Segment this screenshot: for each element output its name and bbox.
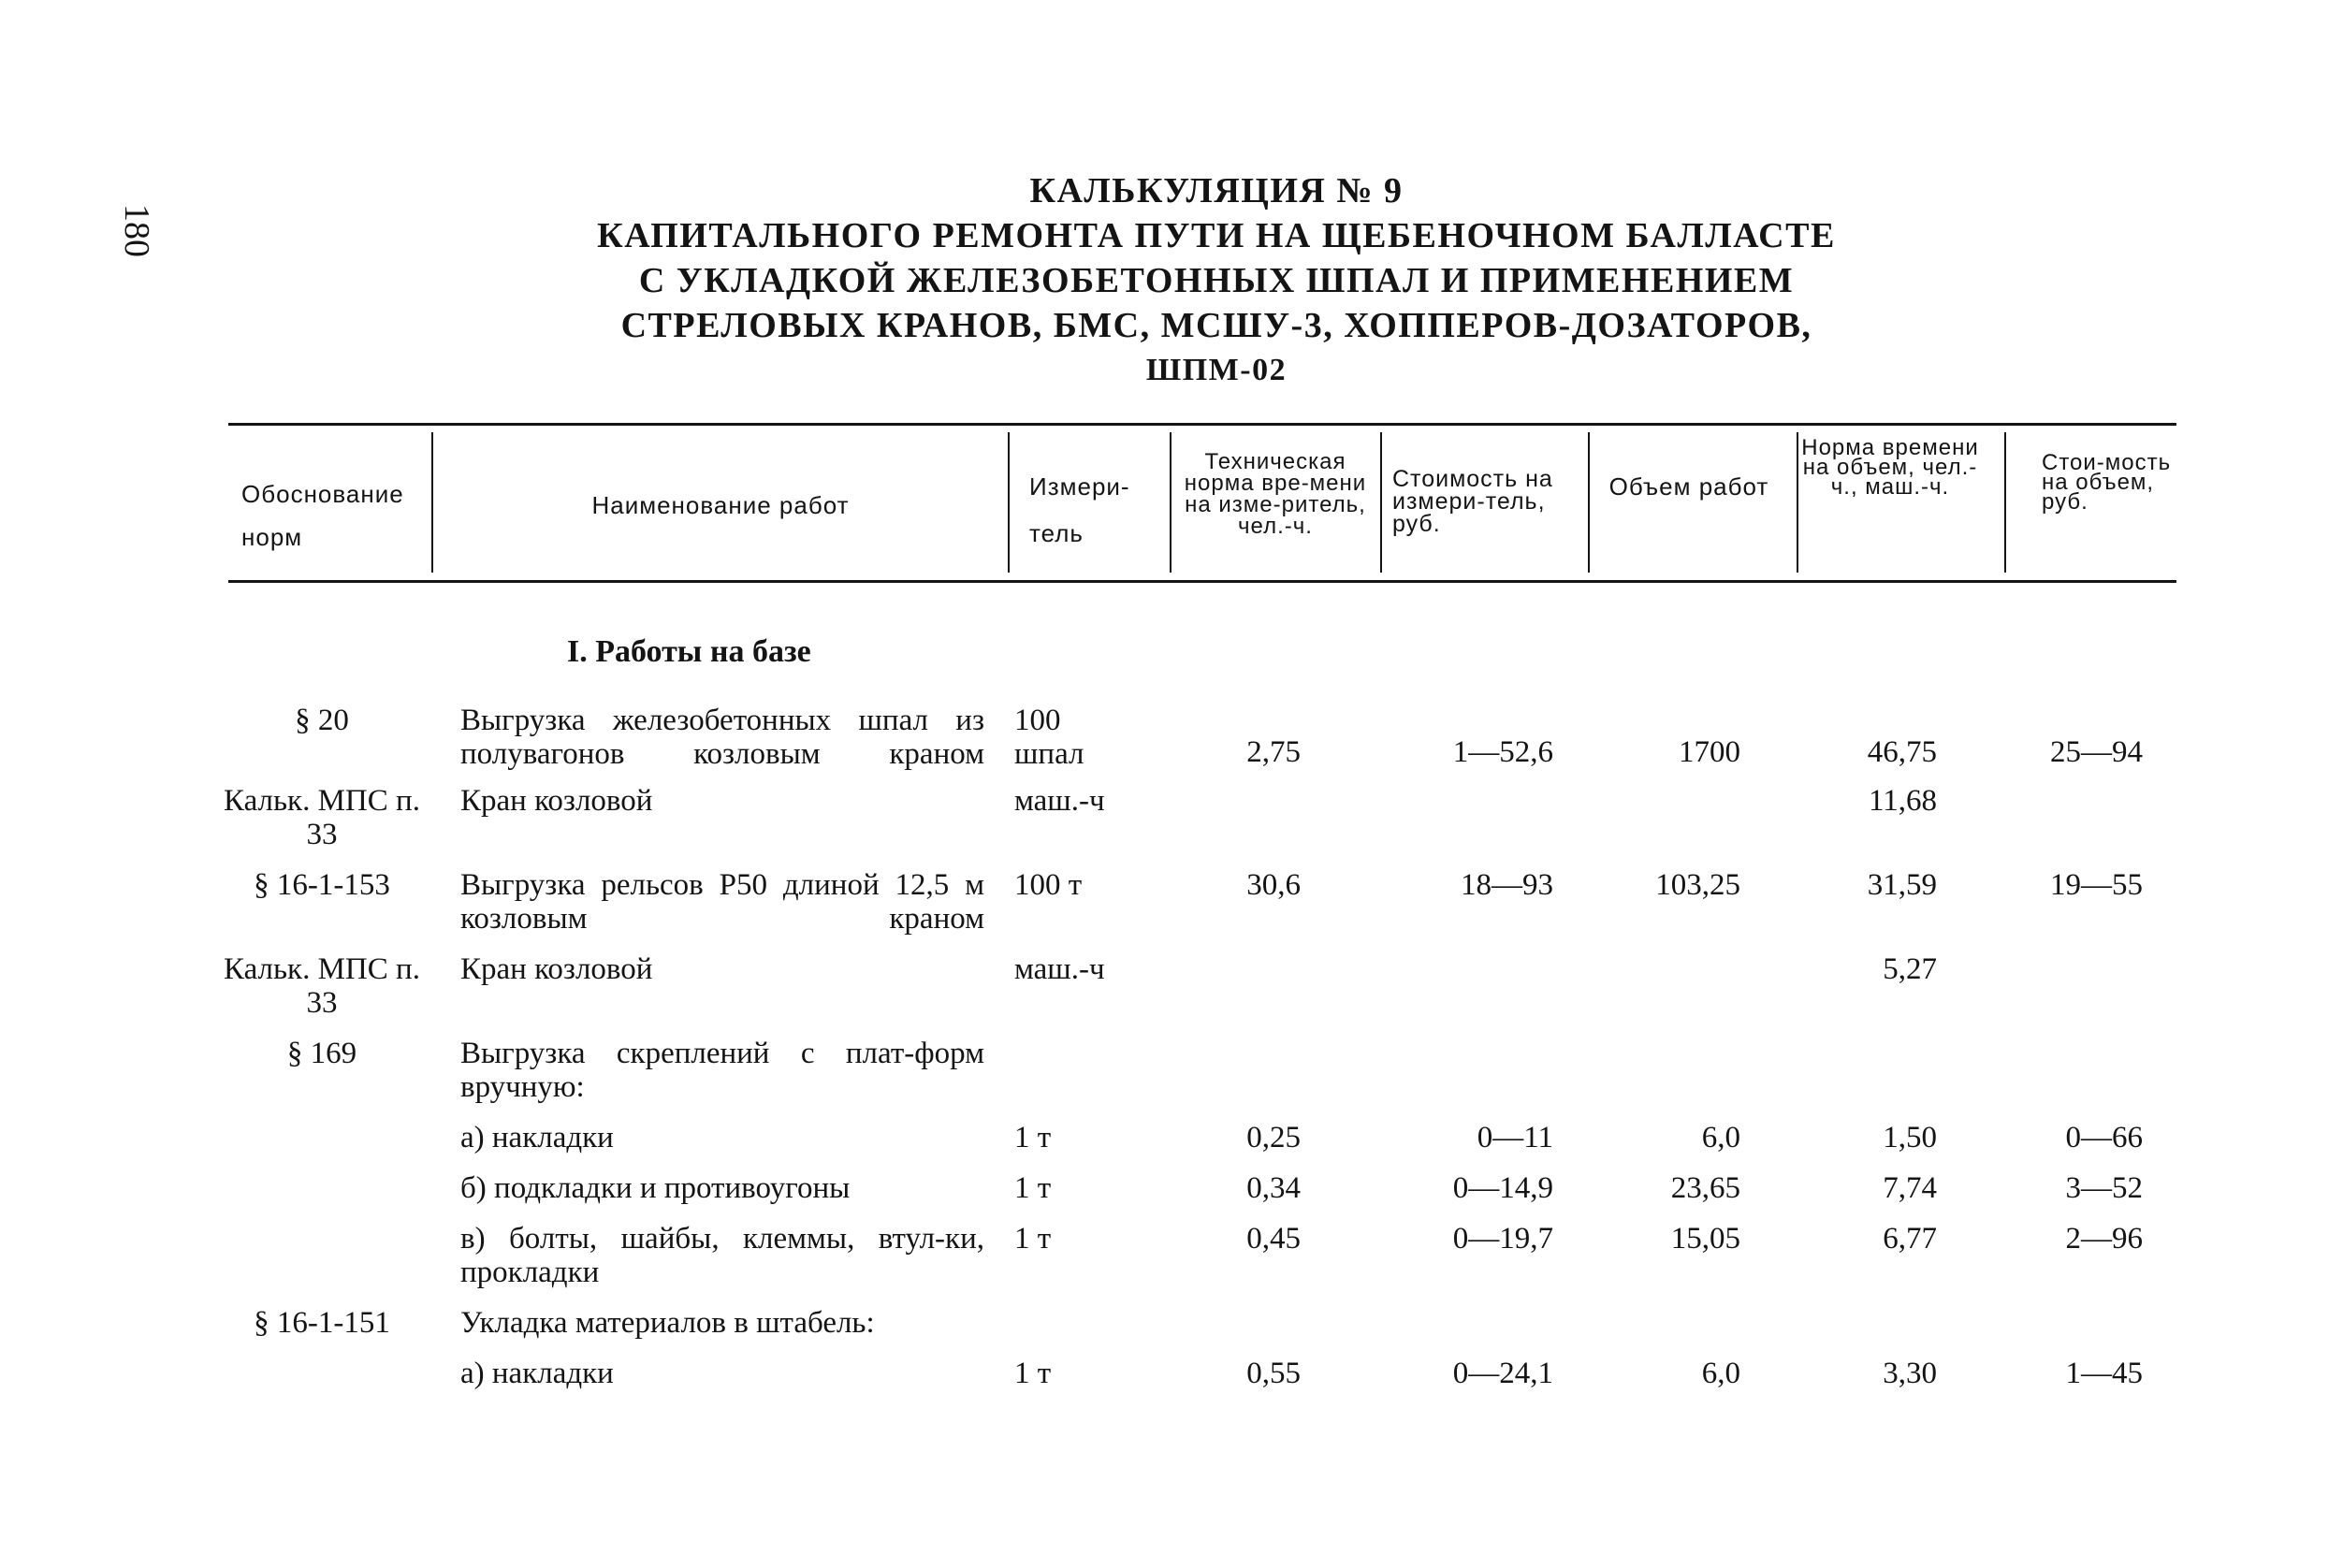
document-title (468, 168, 1965, 393)
row-cost-total: 3—52 (2065, 1171, 2143, 1205)
row-volume: 23,65 (1670, 1171, 1740, 1205)
header-basis: Обоснование норм (241, 480, 404, 551)
title-line-4: СТРЕЛОВЫХ КРАНОВ, БМС, МСШУ-3, ХОППЕРОВ-ДОЗАТОРОВ, (620, 306, 1812, 345)
row-cost-total: 19—55 (2050, 868, 2143, 902)
row-norm-total: 11,68 (1868, 784, 1937, 818)
section-heading: I. Работы на базе (567, 634, 811, 669)
row-volume: 1700 (1679, 735, 1740, 769)
header-time-norm: Техническая норма вре-мени на изме-ритель, чел.-ч. (1184, 449, 1367, 539)
row-norm-total: 7,74 (1883, 1171, 1937, 1205)
row-norm: 0,34 (1246, 1171, 1301, 1205)
row-unit: 1 т (1014, 1121, 1052, 1154)
row-basis: § 16-1-151 (254, 1306, 390, 1340)
row-norm-total: 46,75 (1867, 735, 1937, 769)
header-volume: Объем работ (1608, 472, 1769, 501)
row-unit: маш.-ч (1014, 784, 1105, 818)
row-volume: 6,0 (1701, 1357, 1740, 1390)
row-norm: 30,6 (1246, 868, 1301, 902)
row-norm: 0,25 (1246, 1121, 1301, 1154)
row-norm-total: 6,77 (1883, 1222, 1937, 1256)
row-norm-total: 1,50 (1883, 1121, 1937, 1154)
row-unit: 1 т (1014, 1222, 1052, 1256)
header-cost-total: Стои-мость на объем, руб. (2042, 450, 2172, 515)
row-unit: 100 шпал (1014, 704, 1084, 771)
row-unit: 100 т (1014, 868, 1083, 902)
row-cost-total: 2—96 (2065, 1222, 2143, 1256)
row-work: Выгрузка рельсов Р50 длиной 12,5 м козловым краном (460, 868, 984, 936)
table-header-rule (228, 580, 2176, 583)
row-work: Выгрузка железобетонных шпал из полувагонов козловым краном (460, 704, 984, 771)
row-work: а) накладки (460, 1121, 614, 1154)
row-basis: Кальк. МПС п. 33 (224, 784, 420, 851)
page-number: 180 (117, 204, 156, 257)
row-norm-total: 5,27 (1883, 952, 1937, 986)
row-cost: 0—19,7 (1452, 1222, 1553, 1256)
header-unit: Измери-тель (1029, 472, 1130, 547)
row-cost: 1—52,6 (1452, 735, 1553, 769)
header-work-name: Наименование работ (591, 491, 850, 519)
row-cost: 18—93 (1461, 868, 1553, 902)
row-norm: 0,45 (1246, 1222, 1301, 1256)
row-cost: 0—11 (1477, 1121, 1553, 1154)
header-cost-per-unit: Стоимость на измери-тель, руб. (1392, 466, 1553, 537)
row-volume: 15,05 (1670, 1222, 1740, 1256)
column-divider (1380, 432, 1382, 573)
row-work: Выгрузка скреплений с плат-форм вручную: (460, 1037, 984, 1104)
table-top-rule (228, 423, 2176, 426)
row-cost: 0—24,1 (1452, 1357, 1553, 1390)
row-volume: 103,25 (1655, 868, 1740, 902)
row-volume: 6,0 (1701, 1121, 1740, 1154)
column-divider (1170, 432, 1172, 573)
row-work: Кран козловой (460, 784, 653, 818)
row-work: б) подкладки и противоугоны (460, 1171, 851, 1205)
title-line-1: КАЛЬКУЛЯЦИЯ № 9 (1029, 171, 1404, 211)
title-line-5: ШПМ-02 (1145, 353, 1288, 387)
row-unit: 1 т (1014, 1171, 1052, 1205)
row-cost-total: 1—45 (2065, 1357, 2143, 1390)
column-divider (431, 432, 433, 573)
row-unit: маш.-ч (1014, 952, 1105, 986)
row-work: а) накладки (460, 1357, 614, 1390)
row-work: Укладка материалов в штабель: (460, 1306, 875, 1340)
row-norm-total: 31,59 (1867, 868, 1937, 902)
row-cost-total: 0—66 (2065, 1121, 2143, 1154)
header-time-total: Норма времени на объем, чел.-ч., маш.-ч. (1801, 435, 1979, 500)
row-norm-total: 3,30 (1883, 1357, 1937, 1390)
row-work: в) болты, шайбы, клеммы, втул-ки, прокладки (460, 1222, 984, 1289)
row-cost: 0—14,9 (1452, 1171, 1553, 1205)
title-line-2: КАПИТАЛЬНОГО РЕМОНТА ПУТИ НА ЩЕБЕНОЧНОМ БАЛЛАСТЕ (597, 216, 1836, 255)
row-work: Кран козловой (460, 952, 653, 986)
row-basis: Кальк. МПС п. 33 (224, 952, 420, 1020)
column-divider (1588, 432, 1590, 573)
row-basis: § 169 (286, 1037, 357, 1070)
row-unit: 1 т (1014, 1357, 1052, 1390)
row-norm: 2,75 (1246, 735, 1301, 769)
row-cost-total: 25—94 (2050, 735, 2143, 769)
row-basis: § 20 (295, 704, 349, 737)
row-norm: 0,55 (1246, 1357, 1301, 1390)
column-divider (2004, 432, 2006, 573)
column-divider (1008, 432, 1010, 573)
title-line-3: С УКЛАДКОЙ ЖЕЛЕЗОБЕТОННЫХ ШПАЛ И ПРИМЕНЕНИЕМ (638, 261, 1795, 300)
row-basis: § 16-1-153 (254, 868, 390, 902)
